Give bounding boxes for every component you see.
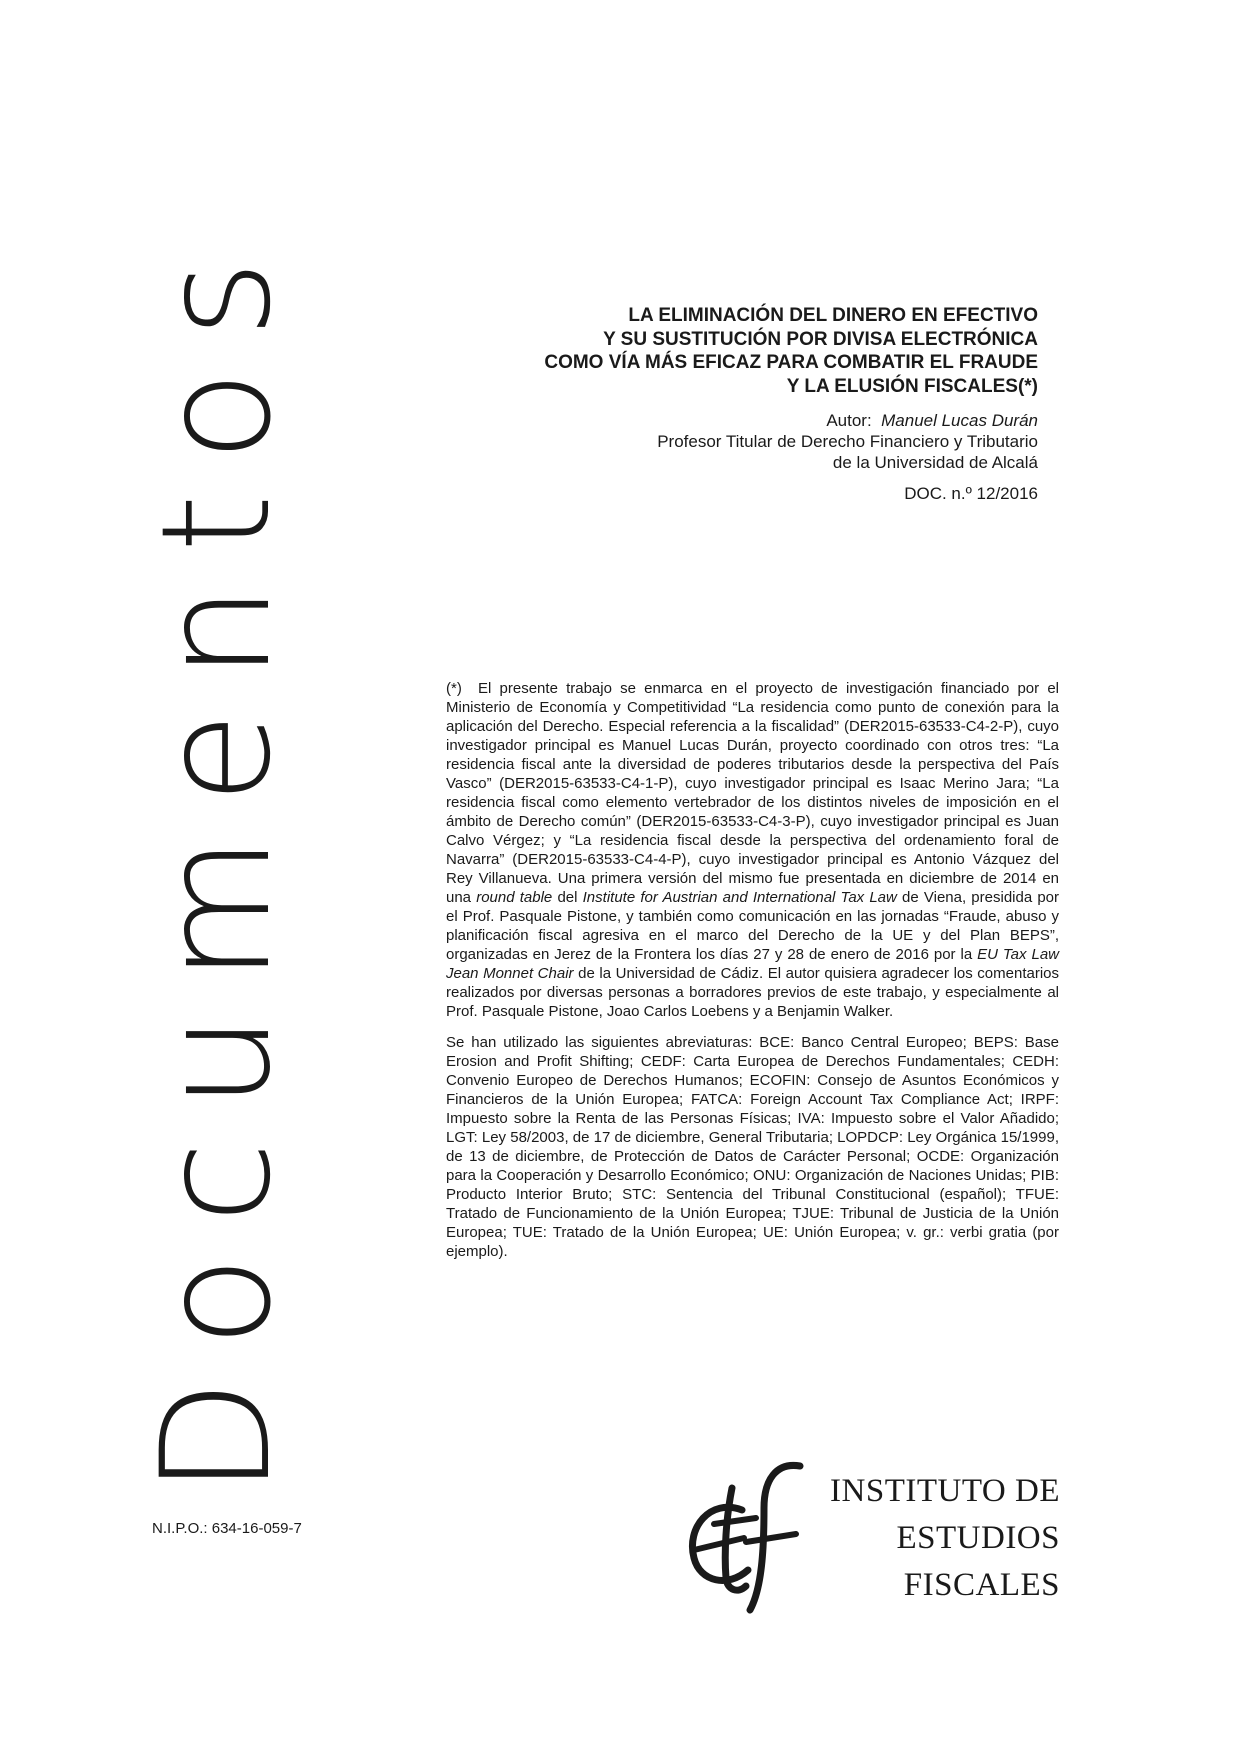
footnote-text: de la Universidad de Cádiz. El autor quisiera agradecer los comentarios realizados por diversas personas a borradores previos de este trabajo, y especialmente al Prof. Pasquale Pistone, Joao Carlos Loebens y a Benjamin Walker. — [446, 965, 1060, 1020]
footnote-text: El presente trabajo se enmarca en el proyecto de investigación financiado por el Ministerio de Economía y Competitividad “La residencia como punto de conexión para la aplicación del Derecho. Especial referencia a la fiscalidad” (DER2015-63533-C4-2-P), cuyo investigador principal es Manuel Lucas Durán, proyecto coordinado con otros tres: “La residencia fiscal ante la diversidad de poderes tributarios desde la perspectiva del País Vasco” (DER2015-63533-C4-1-P), cuyo investigador principal es Isaac Merino Jara; “La residencia fiscal como elemento vertebrador de los distintos niveles de imposición en el ámbito de Derecho común” (DER2015-63533-C4-3-P), cuyo investigador principal es Juan Calvo Vérgez; y “La residencia fiscal desde la perspectiva del ordenamiento foral de Navarra” (DER2015-63533-C4-4-P), cuyo investigador principal es Antonio Vázquez del Rey Villanueva. Una primera versión del mismo fue presentada en diciembre de 2014 en una — [446, 680, 1059, 906]
footnote-emphasis: EU Tax Law Jean Monnet Chair — [446, 946, 1059, 982]
document-header — [544, 304, 1038, 504]
author-institution: de la Universidad de Alcalá — [832, 453, 1038, 472]
footnote-paragraph — [446, 679, 1059, 1021]
footnote-emphasis: Institute for Austrian and International Tax Law — [582, 889, 897, 906]
author-block — [544, 410, 1038, 473]
logo-text — [830, 1468, 1060, 1609]
side-title: Documentos — [130, 227, 304, 1495]
logo-line: INSTITUTO DE — [830, 1473, 1060, 1509]
nipo-code: N.I.P.O.: 634-16-059-7 — [152, 1520, 302, 1537]
footnote-emphasis: round table — [476, 889, 553, 906]
abbreviations-paragraph: Se han utilizado las siguientes abreviaturas: BCE: Banco Central Europeo; BEPS: Base Erosion and Profit Shifting; CEDF: Carta Europea de Derechos Fundamentales; CEDH: Convenio Europeo de Derechos Humanos; ECOFIN: Consejo de Asuntos Económicos y Financieros de la Unión Europea; FATCA: Foreign Account Tax Compliance Act; IRPF: Impuesto sobre la Renta de las Personas Físicas; IVA: Impuesto sobre el Valor Añadido; LGT: Ley 58/2003, de 17 de diciembre, General Tributaria; LOPDCP: Ley Orgánica 15/1999, de 13 de diciembre, de Protección de Datos de Carácter Personal; OCDE: Organización para la Cooperación y Desarrollo Económico; ONU: Organización de Naciones Unidas; PIB: Producto Interior Bruto; STC: Sentencia del Tribunal Constitucional (español); TFUE: Tratado de Funcionamiento de la Unión Europea; TJUE: Tribunal de Justicia de la Unión Europea; TUE: Tratado de la Unión Europea; UE: Unión Europea; v. gr.: verbi gratia (por ejemplo). — [446, 1034, 1059, 1260]
title-line: LA ELIMINACIÓN DEL DINERO EN EFECTIVO — [628, 305, 1038, 326]
author-name: Manuel Lucas Durán — [881, 411, 1038, 430]
author-position: Profesor Titular de Derecho Financiero y Tributario — [657, 432, 1038, 451]
ief-logo-icon — [680, 1458, 810, 1618]
footnote-mark: (*) — [446, 680, 462, 697]
author-line — [544, 410, 1038, 431]
footnote-text: del — [557, 889, 578, 906]
document-title — [544, 304, 1038, 398]
logo-line: ESTUDIOS — [896, 1520, 1060, 1556]
title-line: COMO VÍA MÁS EFICAZ PARA COMBATIR EL FRAUDE — [544, 352, 1038, 373]
body-text — [446, 679, 1059, 1273]
footnote-text: de Viena, presidida por el Prof. Pasquale Pistone, y también como comunicación en las jornadas “Fraude, abuso y planificación fiscal agresiva en el marco del Derecho de la UE y del Plan BEPS”, organizadas en Jerez de la Frontera los días 27 y 28 de enero de 2016 por la — [446, 889, 1060, 963]
logo-line: FISCALES — [903, 1567, 1060, 1603]
title-line: Y LA ELUSIÓN FISCALES(*) — [786, 375, 1038, 397]
author-label: Autor: — [826, 411, 872, 430]
doc-number: DOC. n.º 12/2016 — [904, 484, 1038, 503]
institution-logo — [680, 1458, 1060, 1618]
title-line: Y SU SUSTITUCIÓN POR DIVISA ELECTRÓNICA — [603, 328, 1038, 350]
